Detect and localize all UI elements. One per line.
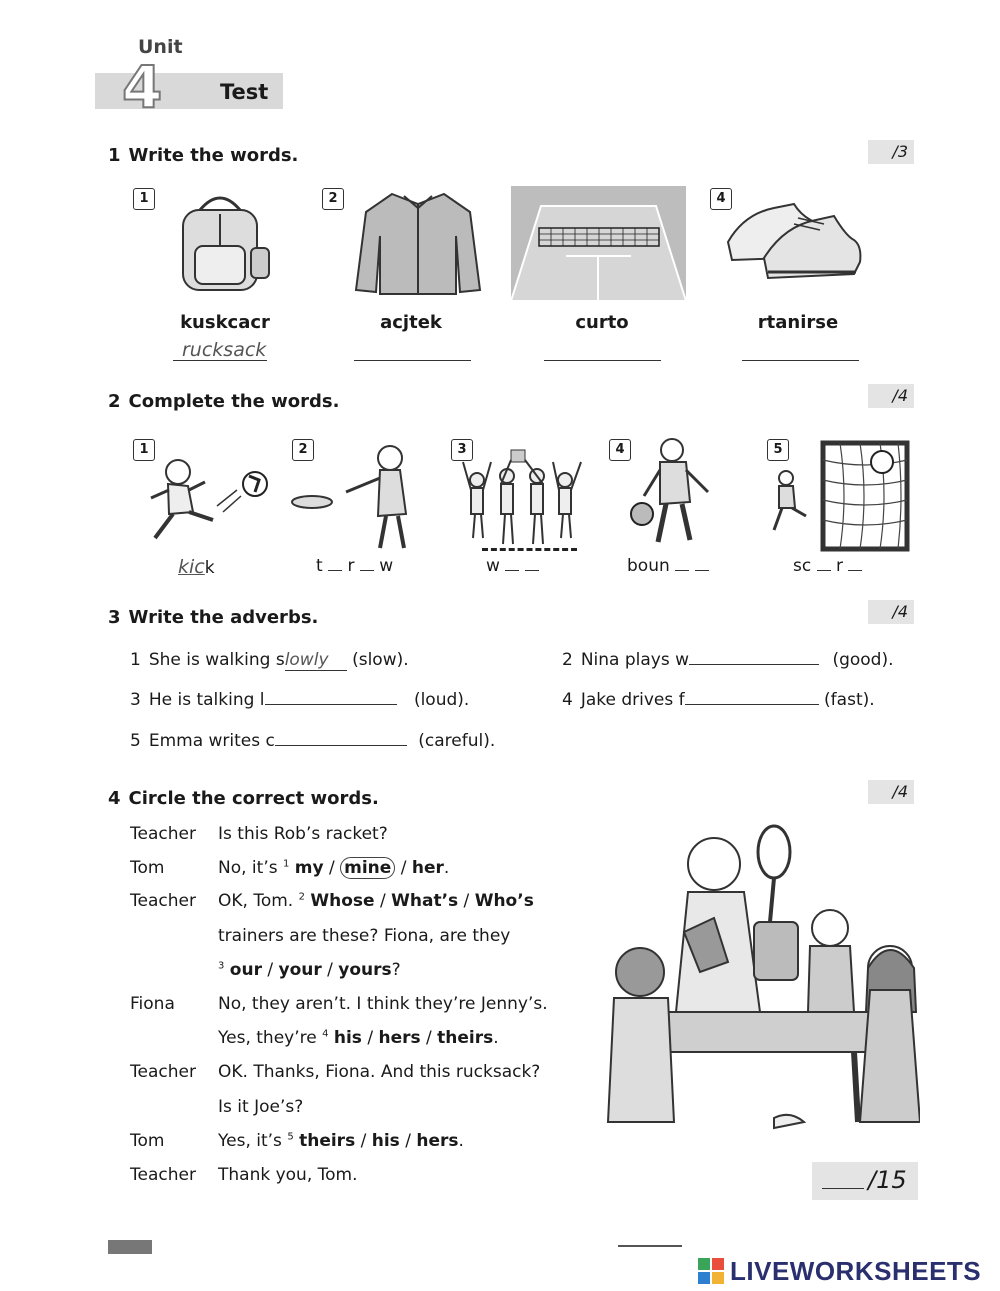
dialogue-line: Yes, they’re $^4$ his / hers / theirs. [218, 1028, 499, 1048]
dialogue-speaker: Fiona [130, 994, 175, 1014]
girl-bouncing-ball-picture [628, 436, 728, 551]
s3-answer-4-field[interactable] [685, 704, 819, 705]
unit-label: Unit [138, 36, 183, 56]
liveworksheets-logo-icon [698, 1258, 726, 1284]
s2-item-5-number: 5 [767, 439, 789, 461]
s1-answer-3-field[interactable] [544, 360, 661, 361]
s1-answer-4-field[interactable] [742, 360, 859, 361]
section-4-title: 4 Circle the correct words. [108, 788, 379, 809]
s2-item-2-number: 2 [292, 439, 314, 461]
dialogue-speaker: Teacher [130, 1062, 196, 1082]
rucksack-picture [165, 188, 275, 298]
option-hers[interactable]: hers [378, 1028, 421, 1048]
section-2-score: /4 [868, 384, 914, 408]
boy-scoring-goal-picture [764, 468, 814, 538]
s2-word-3-blank-1[interactable] [505, 570, 519, 571]
total-score-label: /15 [868, 1166, 907, 1194]
s3-answer-2-field[interactable] [689, 664, 819, 665]
footer-divider [618, 1245, 682, 1247]
s1-scrambled-word-2: acjtek [380, 312, 442, 333]
option-yours[interactable]: yours [338, 960, 392, 980]
s3-question-1: 1 She is walking slowly (slow). [130, 650, 409, 670]
option-his[interactable]: his [333, 1028, 362, 1048]
jacket-picture [352, 186, 484, 298]
page-title: Test [220, 80, 269, 104]
dialogue-line: Yes, it’s $^5$ theirs / his / hers. [218, 1131, 464, 1151]
dialogue-speaker: Tom [130, 1131, 165, 1151]
s2-item-1-number: 1 [133, 439, 155, 461]
liveworksheets-watermark: LIVEWORKSHEETS [730, 1256, 982, 1286]
option-whos[interactable]: Who’s [474, 891, 534, 911]
option-mine-circled[interactable]: mine [340, 857, 395, 879]
option-theirs[interactable]: theirs [437, 1028, 494, 1048]
dialogue-line: Thank you, Tom. [218, 1165, 358, 1185]
option-our[interactable]: our [229, 960, 262, 980]
section-3-score: /4 [868, 600, 914, 624]
section-4-score: /4 [868, 780, 914, 804]
s1-answer-1: rucksack [182, 339, 267, 361]
s2-word-4: boun [627, 556, 709, 576]
s2-word-3: w [486, 556, 539, 576]
page-footer-marker [108, 1240, 152, 1254]
dialogue-speaker: Teacher [130, 824, 196, 844]
option-whats[interactable]: What’s [391, 891, 459, 911]
s3-question-3: 3 He is talking l (loud). [130, 690, 470, 710]
option-hers[interactable]: hers [416, 1131, 459, 1151]
option-her[interactable]: her [411, 858, 444, 878]
s1-scrambled-word-4: rtanirse [757, 312, 839, 333]
teacher-and-children-picture [604, 822, 920, 1147]
s2-word-4-blank-2[interactable] [695, 570, 709, 571]
option-my[interactable]: my [294, 858, 324, 878]
section-1-score: /3 [868, 140, 914, 164]
goal-net-picture [820, 440, 910, 552]
s3-question-5: 5 Emma writes c (careful). [130, 731, 496, 751]
s2-word-4-blank-1[interactable] [675, 570, 689, 571]
dialogue-speaker: Teacher [130, 891, 196, 911]
boy-kicking-ball-picture [133, 450, 273, 550]
trainers-picture [724, 184, 864, 284]
option-your[interactable]: your [278, 960, 322, 980]
unit-number: 4 [122, 53, 163, 121]
s3-answer-3-field[interactable] [265, 704, 397, 705]
dialogue-line: Is it Joe’s? [218, 1097, 304, 1117]
s2-word-5-blank-1[interactable] [817, 570, 831, 571]
s3-question-4: 4 Jake drives f (fast). [562, 690, 875, 710]
dialogue-speaker: Tom [130, 858, 165, 878]
s2-item-3-shadow [482, 548, 577, 551]
dialogue-line: No, it’s $^1$ my / mine / her. [218, 858, 450, 878]
dialogue-line: trainers are these? Fiona, are they [218, 926, 511, 946]
s1-item-1-number: 1 [133, 188, 155, 210]
total-score-field[interactable] [822, 1188, 864, 1189]
s1-scrambled-word-3: curto [575, 312, 629, 333]
s2-word-2-blank-1[interactable] [328, 570, 342, 571]
option-his[interactable]: his [371, 1131, 400, 1151]
option-whose[interactable]: Whose [310, 891, 375, 911]
dialogue-line: $^3$ our / your / yours? [218, 960, 401, 980]
dialogue-line: OK. Thanks, Fiona. And this rucksack? [218, 1062, 541, 1082]
section-3-title: 3 Write the adverbs. [108, 607, 319, 628]
court-picture [511, 186, 686, 301]
dialogue-line: No, they aren’t. I think they’re Jenny’s. [218, 994, 548, 1014]
s2-word-2: t r w [316, 556, 394, 576]
section-2-title: 2 Complete the words. [108, 391, 340, 412]
s2-word-3-blank-2[interactable] [525, 570, 539, 571]
children-winning-cup-picture [455, 448, 590, 553]
section-1-title: 1 Write the words. [108, 145, 299, 166]
s2-word-1: kick [178, 556, 215, 578]
s2-item-4-number: 4 [609, 439, 631, 461]
dialogue-line: OK, Tom. $^2$ Whose / What’s / Who’s [218, 891, 534, 911]
s2-item-3-number: 3 [451, 439, 473, 461]
s1-scrambled-word-1: kuskcacr [180, 312, 270, 333]
s1-item-2-number: 2 [322, 188, 344, 210]
s2-word-5-blank-2[interactable] [848, 570, 862, 571]
option-theirs[interactable]: theirs [299, 1131, 356, 1151]
dialogue-speaker: Teacher [130, 1165, 196, 1185]
s1-answer-2-field[interactable] [354, 360, 471, 361]
dialogue-line: Is this Rob’s racket? [218, 824, 388, 844]
s3-answer-5-field[interactable] [275, 745, 407, 746]
s2-word-2-blank-2[interactable] [360, 570, 374, 571]
s3-question-2: 2 Nina plays w (good). [562, 650, 894, 670]
girl-throwing-frisbee-picture [290, 440, 435, 550]
s1-answer-1-line [173, 360, 267, 361]
s1-item-4-number: 4 [710, 188, 732, 210]
s2-word-5: sc r [793, 556, 862, 576]
